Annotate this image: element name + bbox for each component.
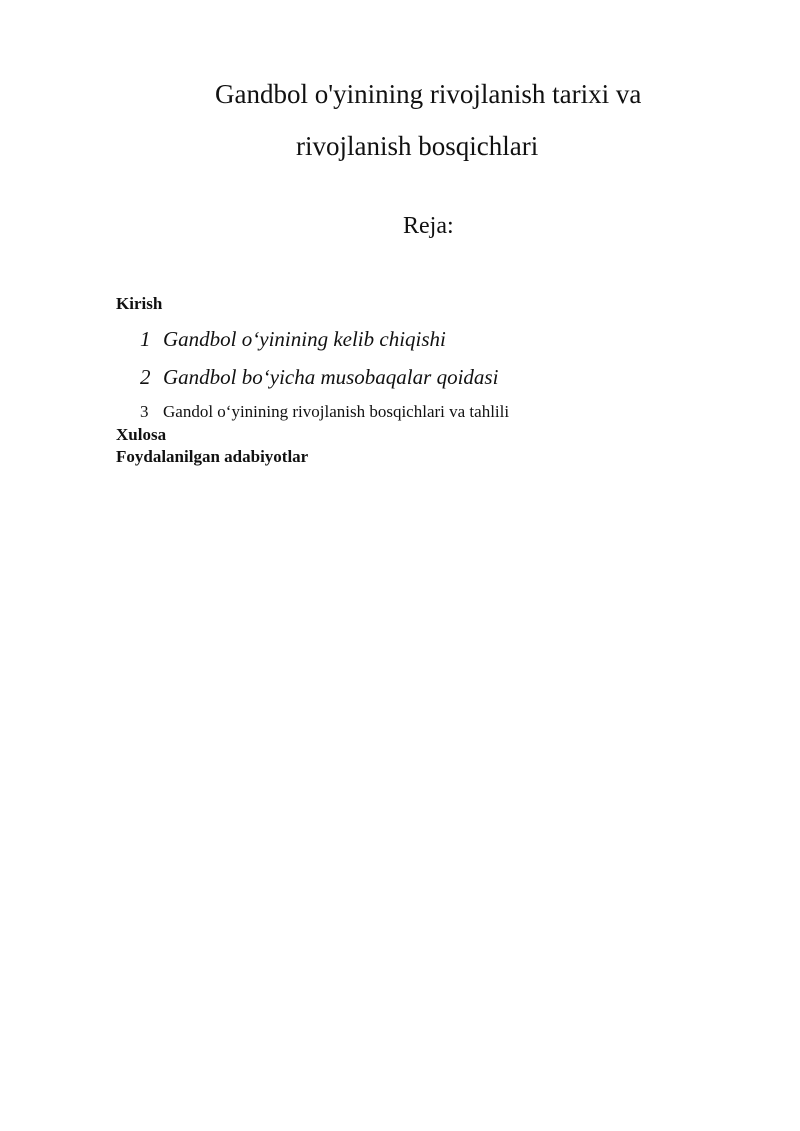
references-heading: Foydalanilgan adabiyotlar: [116, 447, 309, 466]
document-title-line-1: Gandbol o'yinining rivojlanish tarixi va: [215, 79, 642, 109]
plan-item-text: Gandbol o‘yinining kelib chiqishi: [163, 327, 446, 351]
conclusion-heading: Xulosa: [116, 425, 167, 444]
plan-item-text: Gandol o‘yinining rivojlanish bosqichlari va tahlili: [163, 402, 510, 421]
plan-heading: Reja:: [403, 213, 454, 239]
document-title-line-2: rivojlanish bosqichlari: [296, 131, 539, 161]
plan-item-1: [140, 326, 446, 352]
plan-item-3: [140, 402, 509, 422]
plan-item-number: 2: [140, 365, 151, 389]
plan-item-number: 1: [140, 327, 151, 351]
plan-item-number: 3: [140, 402, 149, 421]
plan-item-2: [140, 364, 498, 390]
plan-item-text: Gandbol bo‘yicha musobaqalar qoidasi: [163, 365, 499, 389]
intro-heading: Kirish: [116, 294, 163, 313]
